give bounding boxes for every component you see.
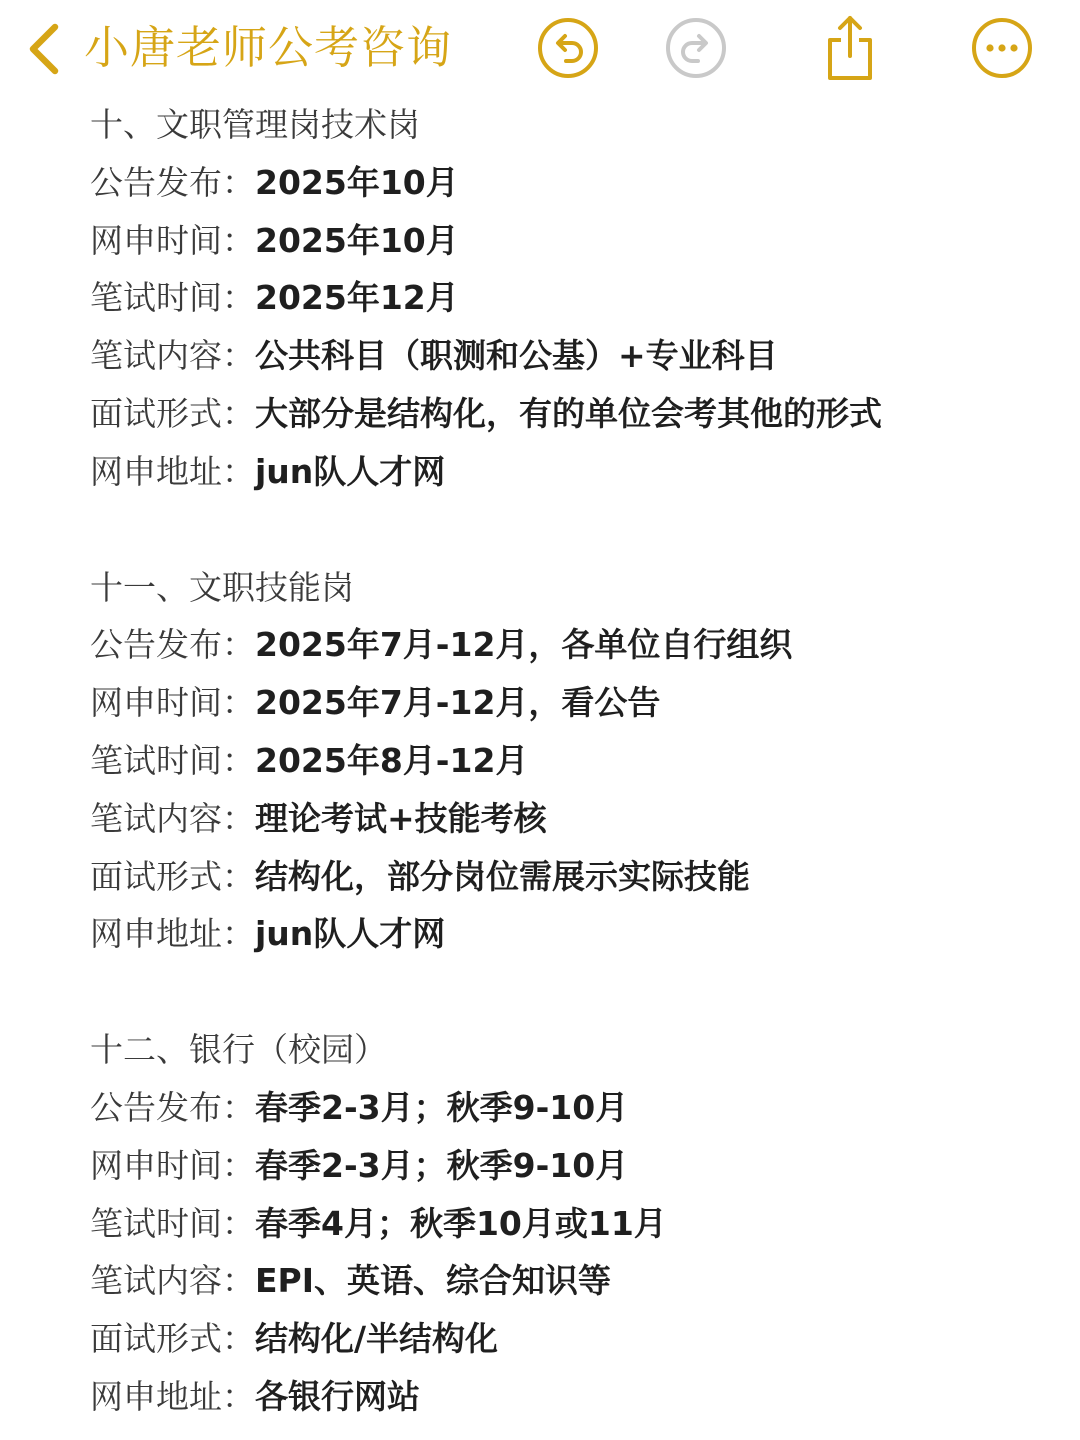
- row-label: 笔试内容：: [90, 1261, 255, 1301]
- section-title: 十、文职管理岗技术岗: [90, 105, 420, 144]
- info-row: [90, 443, 1050, 501]
- more-button[interactable]: [968, 14, 1036, 82]
- row-label: 网申地址：: [90, 451, 255, 491]
- row-label: 面试形式：: [90, 393, 255, 433]
- info-row: [90, 385, 1050, 443]
- row-value: 春季2-3月；秋季9-10月: [255, 1087, 629, 1127]
- row-label: 网申地址：: [90, 1376, 255, 1416]
- info-row: [90, 790, 1050, 848]
- info-row: [90, 1079, 1050, 1137]
- redo-button[interactable]: [662, 14, 730, 82]
- share-button[interactable]: [816, 14, 884, 82]
- row-label: 网申时间：: [90, 683, 255, 723]
- row-value: 2025年10月: [255, 162, 459, 202]
- info-row: [90, 905, 1050, 963]
- row-label: 笔试内容：: [90, 798, 255, 838]
- row-label: 面试形式：: [90, 856, 255, 896]
- row-label: 笔试时间：: [90, 740, 255, 780]
- row-value: 春季4月；秋季10月或11月: [255, 1203, 667, 1243]
- info-row: [90, 212, 1050, 270]
- undo-button[interactable]: [534, 14, 602, 82]
- note-body[interactable]: [90, 96, 1050, 1440]
- row-label: 网申时间：: [90, 1145, 255, 1185]
- section-bank-campus: [90, 1021, 1050, 1426]
- row-value: jun队人才网: [255, 451, 446, 491]
- row-label: 笔试时间：: [90, 278, 255, 318]
- info-row: [90, 616, 1050, 674]
- info-row: [90, 674, 1050, 732]
- navigation-bar: [0, 0, 1080, 98]
- row-label: 公告发布：: [90, 625, 255, 665]
- row-value: 结构化，部分岗位需展示实际技能: [255, 856, 750, 896]
- info-row: [90, 732, 1050, 790]
- row-value: 公共科目（职测和公基）+专业科目: [255, 336, 778, 376]
- row-value: 2025年12月: [255, 278, 459, 318]
- row-value: 大部分是结构化，有的单位会考其他的形式: [255, 393, 882, 433]
- row-value: 2025年7月-12月，各单位自行组织: [255, 625, 793, 665]
- section-civilian-skills: [90, 559, 1050, 964]
- row-label: 笔试时间：: [90, 1203, 255, 1243]
- section-title: 十一、文职技能岗: [90, 567, 354, 607]
- redo-circle-icon: [664, 16, 728, 80]
- page-title: 小唐老师公考咨询: [84, 21, 453, 74]
- info-row: [90, 1195, 1050, 1253]
- row-label: 网申时间：: [90, 220, 255, 260]
- info-row: [90, 327, 1050, 385]
- info-row: [90, 1310, 1050, 1368]
- row-value: 各银行网站: [255, 1376, 420, 1416]
- chevron-left-icon: [26, 23, 60, 75]
- row-value: jun队人才网: [255, 914, 446, 954]
- share-icon: [819, 14, 881, 82]
- info-row: [90, 1252, 1050, 1310]
- row-value: 2025年8月-12月: [255, 740, 529, 780]
- info-row: [90, 269, 1050, 327]
- row-value: 2025年7月-12月，看公告: [255, 683, 661, 723]
- back-button[interactable]: [18, 20, 68, 78]
- row-value: 结构化/半结构化: [255, 1319, 499, 1359]
- row-value: 理论考试+技能考核: [255, 798, 547, 838]
- row-label: 笔试内容：: [90, 336, 255, 376]
- row-label: 公告发布：: [90, 1087, 255, 1127]
- row-label: 公告发布：: [90, 162, 255, 202]
- section-title: 十二、银行（校园）: [90, 1030, 387, 1070]
- row-value: EPI、英语、综合知识等: [255, 1261, 612, 1301]
- info-row: [90, 1368, 1050, 1426]
- row-label: 面试形式：: [90, 1319, 255, 1359]
- undo-circle-icon: [536, 16, 600, 80]
- info-row: [90, 1137, 1050, 1195]
- more-ellipsis-icon: [970, 16, 1034, 80]
- section-civilian-management: [90, 96, 1050, 501]
- info-row: [90, 848, 1050, 906]
- row-label: 网申地址：: [90, 914, 255, 954]
- info-row: [90, 154, 1050, 212]
- row-value: 2025年10月: [255, 220, 459, 260]
- row-value: 春季2-3月；秋季9-10月: [255, 1145, 629, 1185]
